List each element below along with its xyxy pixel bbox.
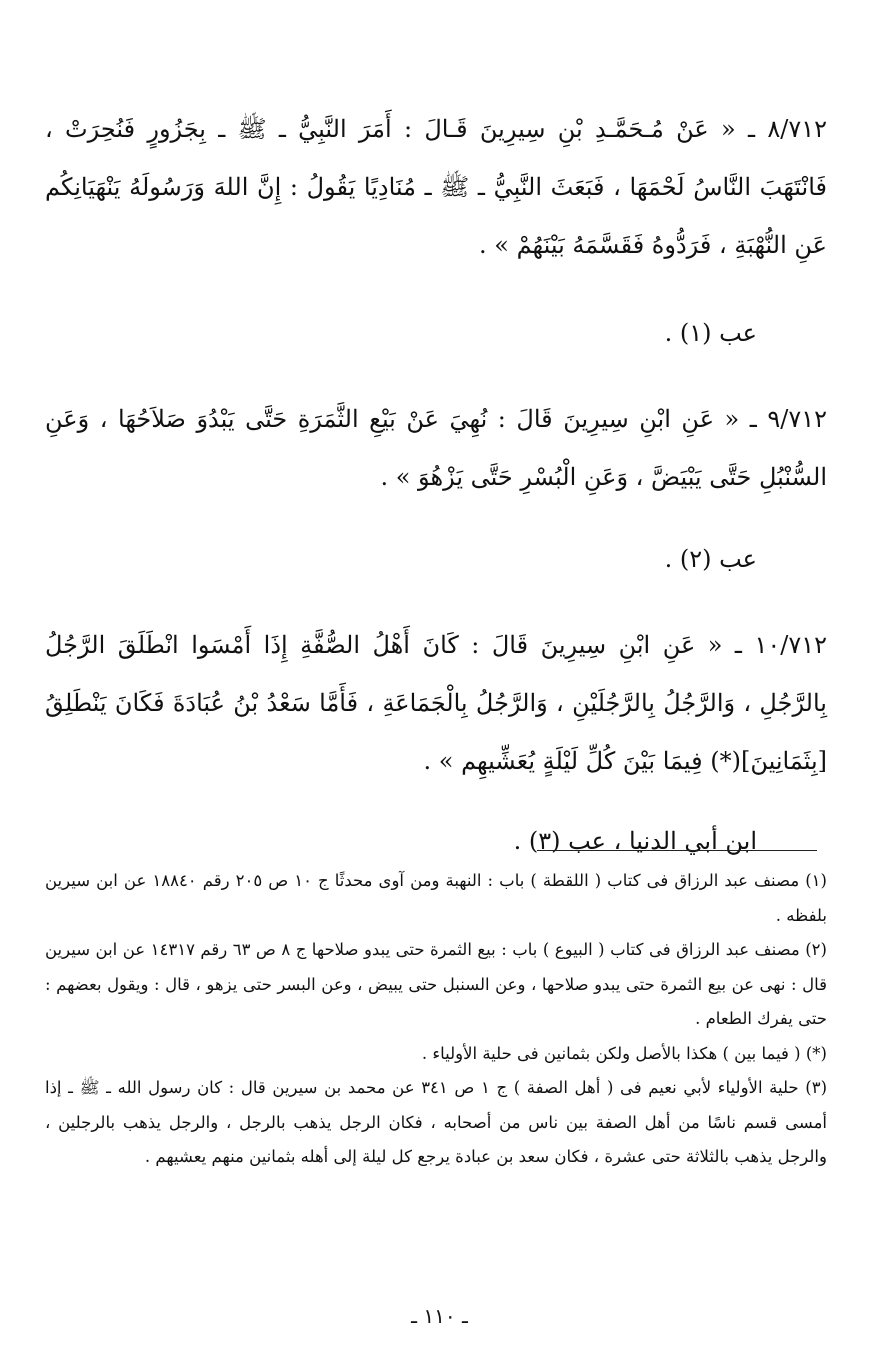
page-number: ـ ١١٠ ـ: [411, 1304, 468, 1328]
footnote-3: (٣) حلية الأولياء لأبي نعيم فى ( أهل الصفة ) ج ١ ص ٣٤١ عن محمد بن سيرين قال : كان رسول الله ـ ﷺ ـ إذا أمسى قسم ناسًا من أهل الصفة بين ناس من أصحابه ، فكان الرجل يذهب بالرجل ، والرجل يذهب بالرجلين ، والرجل يذهب بالثلاثة حتى عشرة ، فكان سعد بن عبادة يرجع كل ليلة إلى أهله بثمانين منهم يعشيهم .: [45, 1078, 828, 1166]
footnote-star: (*) ( فيما بين ) هكذا بالأصل ولكن بثمانين فى حلية الأولياء .: [421, 1043, 827, 1063]
hadith-712-9-source: عب (٢) .: [664, 545, 757, 573]
footnote-2: (٢) مصنف عبد الرزاق فى كتاب ( البيوع ) باب : بيع الثمرة حتى يبدو صلاحها ج ٨ ص ٦٣ رقم ١٤٣١٧ عن ابن سيرين قال : نهى عن بيع الثمرة حتى يبدو صلاحها ، وعن السنبل حتى يبيض ، وعن البسر حتى يزهو ، قال : ويقول بعضهم : حتى يفرك الطعام .: [45, 940, 827, 1028]
main-text: [45, 100, 827, 870]
footnotes: [45, 864, 827, 1175]
hadith-712-10: ١٠/٧١٢ ـ « عَنِ ابْنِ سِيرِينَ قَالَ : كَانَ أَهْلُ الصُّفَّةِ إِذَا أَمْسَوا انْطَلَقَ الرَّجُلُ بِالرَّجُلِ ، وَالرَّجُلُ بِالرَّجُلَيْنِ ، وَالرَّجُلُ بِالْجَمَاعَةِ ، فَأَمَّا سَعْدُ بْنُ عُبَادَةَ فَكَانَ يَنْطَلِقُ [بِثَمَانِينَ](*) فِيمَا بَيْنَ كُلِّ لَيْلَةٍ يُعَشِّيهِم » .: [45, 631, 827, 775]
hadith-712-9: ٩/٧١٢ ـ « عَنِ ابْنِ سِيرِينَ قَالَ : نُهِيَ عَنْ بَيْعِ الثَّمَرَةِ حَتَّى يَبْدُوَ صَلاَحُهَا ، وَعَنِ السُّنْبُلِ حَتَّى يَبْيَضَّ ، وَعَنِ الْبُسْرِ حَتَّى يَزْهُوَ » .: [45, 405, 827, 491]
footnote-separator: [537, 850, 817, 851]
hadith-712-8-source: عب (١) .: [664, 319, 757, 347]
hadith-712-10-source: ابن أبي الدنيا ، عب (٣) .: [513, 827, 757, 855]
footnote-1: (١) مصنف عبد الرزاق فى كتاب ( اللقطة ) باب : النهبة ومن آوى محدثًا ج ١٠ ص ٢٠٥ رقم ١٨٨٤٠ عن ابن سيرين بلفظه .: [45, 871, 827, 925]
hadith-712-8: ٨/٧١٢ ـ « عَنْ مُـحَمَّـدِ بْنِ سِيرِينَ قَـالَ : أَمَرَ النَّبِيُّ ـ ﷺ ـ بِجَزُورٍ فَنُحِرَتْ ، فَانْتَهَبَ النَّاسُ لَحْمَهَا ، فَبَعَثَ النَّبِيُّ ـ ﷺ ـ مُنَادِيًا يَقُولُ : إِنَّ اللهَ وَرَسُولَهُ يَنْهَيَانِكُم عَنِ النُّهْبَةِ ، فَرَدُّوهُ فَقَسَّمَهُ بَيْنَهُمْ » .: [45, 115, 828, 259]
